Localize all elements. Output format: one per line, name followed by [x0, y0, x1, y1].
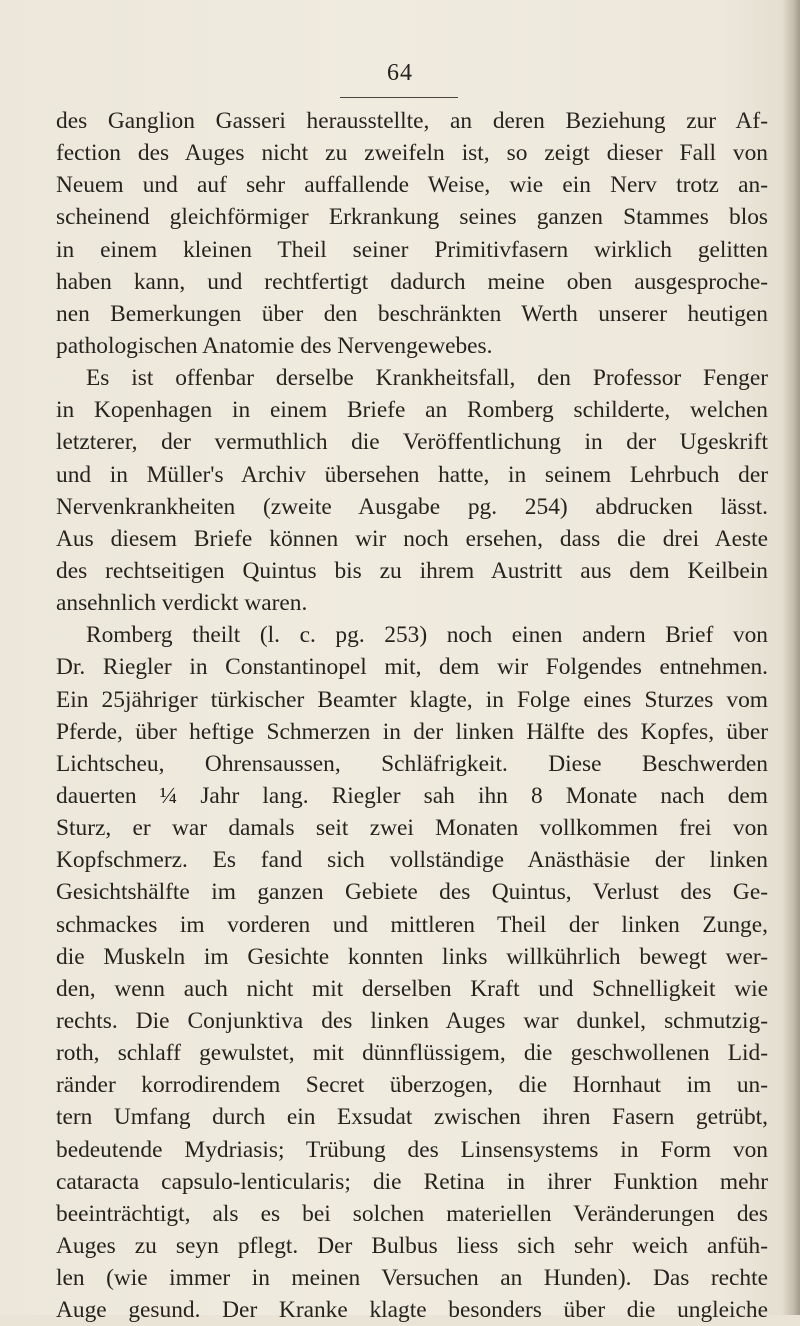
text-line: Ein 25jähriger türkischer Beamter klagte, in Folge eines Sturzes vom	[56, 686, 768, 713]
text-line: Aus diesem Briefe können wir noch ersehen, dass die drei Aeste	[56, 525, 768, 552]
text-line: Nervenkrankheiten (zweite Ausgabe pg. 254) abdrucken lässt.	[56, 493, 768, 520]
text-line: dauerten ¼ Jahr lang. Riegler sah ihn 8 Monate nach dem	[56, 782, 768, 809]
text-line: tern Umfang durch ein Exsudat zwischen ihren Fasern getrübt,	[56, 1104, 768, 1131]
text-line: letzterer, der vermuthlich die Veröffentlichung in der Ugeskrift	[56, 429, 768, 456]
text-line: rechts. Die Conjunktiva des linken Auges war dunkel, schmutzig-	[56, 1007, 768, 1034]
text-line: in einem kleinen Theil seiner Primitivfasern wirklich gelitten	[56, 236, 768, 263]
text-line: Pferde, über heftige Schmerzen in der linken Hälfte des Kopfes, über	[56, 718, 768, 745]
text-line: Lichtscheu, Ohrensaussen, Schläfrigkeit. Diese Beschwerden	[56, 750, 768, 777]
text-line: des Ganglion Gasseri herausstellte, an deren Beziehung zur Af-	[56, 108, 768, 134]
text-line: Gesichtshälfte im ganzen Gebiete des Quintus, Verlust des Ge-	[56, 879, 768, 906]
text-line: Es ist offenbar derselbe Krankheitsfall, den Professor Fenger	[86, 365, 768, 392]
text-line: die Muskeln im Gesichte konnten links willkührlich bewegt wer-	[56, 943, 768, 970]
text-line: den, wenn auch nicht mit derselben Kraft und Schnelligkeit wie	[56, 975, 768, 1002]
text-line: Auges zu seyn pflegt. Der Bulbus liess sich sehr weich anfüh-	[56, 1232, 768, 1259]
text-line: cataracta capsulo-lenticularis; die Retina in ihrer Funktion mehr	[56, 1168, 768, 1195]
text-line: pathologischen Anatomie des Nervengewebes.	[56, 332, 493, 359]
text-line: beeinträchtigt, als es bei solchen materiellen Veränderungen des	[56, 1200, 768, 1227]
text-line: ränder korrodirendem Secret überzogen, die Hornhaut im un-	[56, 1072, 768, 1099]
text-line: Kopfschmerz. Es fand sich vollständige Anästhäsie der linken	[56, 847, 768, 874]
text-line: in Kopenhagen in einem Briefe an Romberg schilderte, welchen	[56, 397, 768, 424]
text-line: und in Müller's Archiv übersehen hatte, in seinem Lehrbuch der	[56, 461, 768, 488]
text-line: schmackes im vorderen und mittleren Theil der linken Zunge,	[56, 911, 768, 938]
text-line: Auge gesund. Der Kranke klagte besonders über die ungleiche	[56, 1297, 768, 1324]
text-line: des rechtseitigen Quintus bis zu ihrem Austritt aus dem Keilbein	[56, 557, 768, 584]
text-line: bedeutende Mydriasis; Trübung des Linsensystems in Form von	[56, 1136, 768, 1163]
body-text	[56, 105, 768, 1326]
text-line: len (wie immer in meinen Versuchen an Hunden). Das rechte	[56, 1265, 768, 1292]
text-line: scheinend gleichförmiger Erkrankung seines ganzen Stammes blos	[56, 204, 768, 231]
text-line: ansehnlich verdickt waren.	[56, 590, 308, 617]
page-edge-shadow	[782, 0, 800, 1315]
text-line: fection des Auges nicht zu zweifeln ist, so zeigt dieser Fall von	[56, 140, 768, 167]
text-line: nen Bemerkungen über den beschränkten Werth unserer heutigen	[56, 300, 768, 327]
text-line: Sturz, er war damals seit zwei Monaten vollkommen frei von	[56, 815, 768, 842]
header-rule	[340, 97, 458, 98]
text-line: roth, schlaff gewulstet, mit dünnflüssigem, die geschwollenen Lid-	[56, 1040, 768, 1067]
text-line: Neuem und auf sehr auffallende Weise, wie ein Nerv trotz an-	[56, 172, 768, 199]
page-number: 64	[387, 60, 413, 86]
text-line: Romberg theilt (l. c. pg. 253) noch einen andern Brief von	[86, 622, 768, 649]
text-line: haben kann, und rechtfertigt dadurch meine oben ausgesproche-	[56, 268, 768, 295]
text-line: Dr. Riegler in Constantinopel mit, dem wir Folgendes entnehmen.	[56, 654, 768, 681]
